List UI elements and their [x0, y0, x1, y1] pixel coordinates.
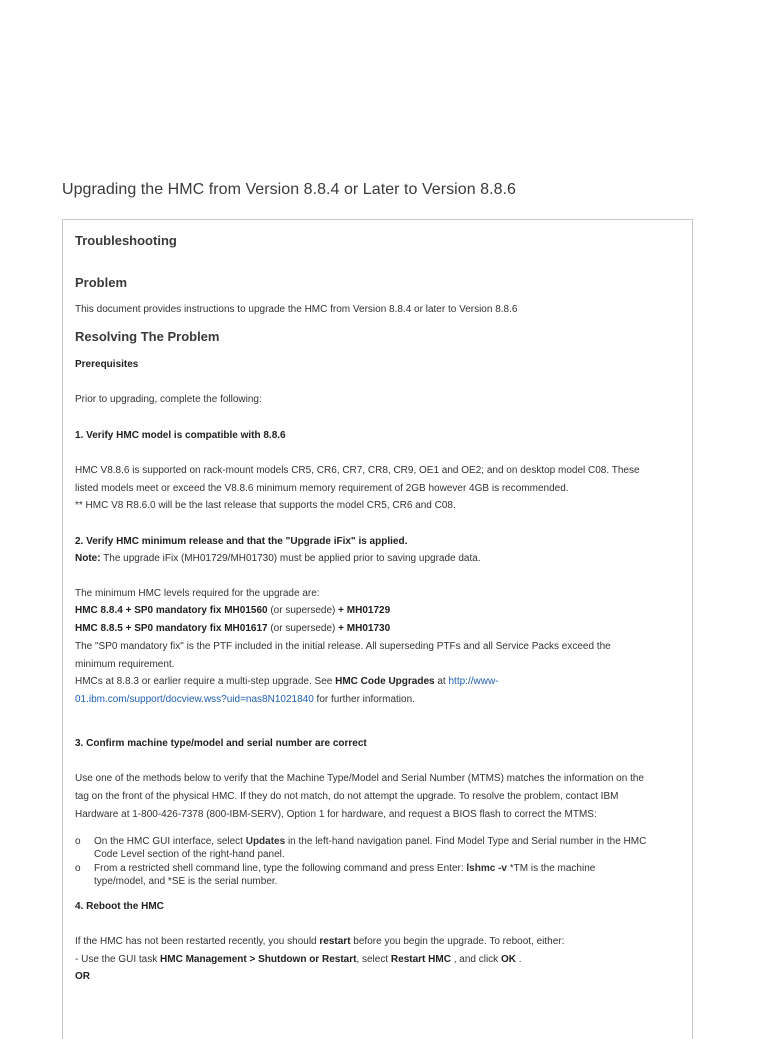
step3-para-line2: tag on the front of the physical HMC. If they do not match, do not attempt the upgrade. To resolve the problem, contact IBM — [75, 791, 619, 802]
list-item: o From a restricted shell command line, type the following command and press Enter: lshmc -v *TM is the machine type/model, and *SE is the serial number. — [75, 863, 596, 887]
sp0-line1: The "SP0 mandatory fix" is the PTF included in the initial release. All superseding PTFs and all Service Packs exceed the — [75, 641, 611, 652]
step2-heading: 2. Verify HMC minimum release and that the "Upgrade iFix" is applied. — [75, 536, 408, 547]
step3-heading: 3. Confirm machine type/model and serial number are correct — [75, 738, 367, 749]
multistep-line: HMCs at 8.8.3 or earlier require a multi-step upgrade. See HMC Code Upgrades at http://www- — [75, 676, 499, 687]
docview-link-part2[interactable]: 01.ibm.com/support/docview.wss?uid=nas8N1021840 — [75, 694, 314, 705]
step4-heading: 4. Reboot the HMC — [75, 901, 164, 912]
sp0-line2: minimum requirement. — [75, 659, 175, 670]
page-title: Upgrading the HMC from Version 8.8.4 or Later to Version 8.8.6 — [62, 181, 517, 198]
step4-or: OR — [75, 971, 90, 982]
step1-heading: 1. Verify HMC model is compatible with 8.8.6 — [75, 430, 286, 441]
docview-link-part1[interactable]: http://www- — [448, 676, 499, 687]
resolving-heading: Resolving The Problem — [75, 329, 220, 344]
problem-heading: Problem — [75, 275, 128, 290]
problem-text: This document provides instructions to upgrade the HMC from Version 8.8.4 or later to Version 8.8.6 — [75, 304, 518, 315]
step1-line2: listed models meet or exceed the V8.8.6 minimum memory requirement of 2GB however 4GB is recommended. — [75, 483, 569, 494]
step4-para2: - Use the GUI task HMC Management > Shutdown or Restart, select Restart HMC , and click OK . — [75, 954, 522, 965]
document-card — [62, 219, 693, 1039]
prerequisites-heading: Prerequisites — [75, 359, 139, 370]
bullet-mark: o — [75, 836, 81, 847]
step3-para-line1: Use one of the methods below to verify that the Machine Type/Model and Serial Number (MTMS) matches the information on the — [75, 773, 644, 784]
bullet-mark: o — [75, 863, 81, 874]
troubleshooting-heading: Troubleshooting — [75, 233, 177, 248]
level-885: HMC 8.8.5 + SP0 mandatory fix MH01617 (or supersede) + MH01730 — [75, 623, 391, 634]
step4-para1: If the HMC has not been restarted recently, you should restart before you begin the upgrade. To reboot, either: — [75, 936, 565, 947]
step1-line1: HMC V8.8.6 is supported on rack-mount models CR5, CR6, CR7, CR8, CR9, OE1 and OE2; and on desktop model C08. These — [75, 465, 640, 476]
step3-para-line3: Hardware at 1-800-426-7378 (800-IBM-SERV), Option 1 for hardware, and request a BIOS flash to correct the MTMS: — [75, 809, 597, 820]
level-884: HMC 8.8.4 + SP0 mandatory fix MH01560 (or supersede) + MH01729 — [75, 605, 391, 616]
min-levels-text: The minimum HMC levels required for the upgrade are: — [75, 588, 320, 599]
step2-note: Note: The upgrade iFix (MH01729/MH01730) must be applied prior to saving upgrade data. — [75, 553, 481, 564]
multistep-line2: 01.ibm.com/support/docview.wss?uid=nas8N1021840 for further information. — [75, 694, 415, 705]
prior-text: Prior to upgrading, complete the following: — [75, 394, 262, 405]
step1-line3: ** HMC V8 R8.6.0 will be the last release that supports the model CR5, CR6 and C08. — [75, 500, 456, 511]
list-item: o On the HMC GUI interface, select Updates in the left-hand navigation panel. Find Model Type and Serial number in the HMC Code Level section of the right-hand panel. — [75, 836, 647, 860]
